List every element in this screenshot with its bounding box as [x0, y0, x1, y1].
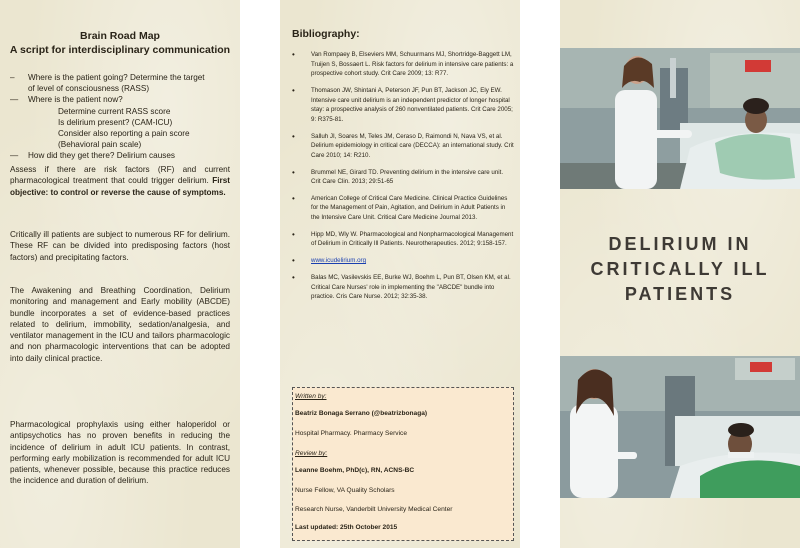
icu-photo-bottom [560, 356, 800, 498]
bibliography-list [292, 50, 514, 309]
author-name: Beatriz Bonaga Serrano (@beatrizbonaga) [295, 410, 428, 417]
roadmap-subline: Determine current RASS score [58, 106, 171, 116]
reference-item: • Thomason JW, Shintani A, Peterson JF, Pun BT, Jackson JC, Ely EW. Intensive care unit delirium is an independent predictor of longer hospital stay: a prospective analysis of 260 nonventilated patients. Crit Care 2005; 9: R375-81. [292, 85, 513, 123]
roadmap-subtitle: A script for interdisciplinary communication [9, 44, 231, 56]
roadmap-line: — How did they get there? Delirium causes [10, 151, 175, 161]
first-objective: First objective: to control or reverse the cause of symptoms. [10, 176, 230, 197]
bibliography-title: Bibliography: [292, 28, 360, 40]
reference-item: • Van Rompaey B, Elseviers MM, Schuurmans MJ, Shortridge-Baggett LM, Truijen S, Bossaert L. Risk factors for delirium in intensive care patients: a prospective cohort study. Crit Care 2009; 13: R77. [292, 50, 514, 78]
roadmap-title: Brain Road Map [80, 30, 160, 42]
brochure-title: DELIRIUM IN CRITICALLY ILL PATIENTS [590, 234, 770, 304]
reference-item: • Brummel NE, Girard TD. Preventing delirium in the intensive care unit. Crit Care Clin. 2013; 29:51-65 [292, 167, 504, 186]
right-panel [560, 0, 800, 548]
last-updated: Last updated: 25th October 2015 [295, 524, 398, 531]
reference-item: • American College of Critical Care Medicine. Clinical Practice Guidelines for the Management of Pain, Agitation, and Delirium in Adult Patients in the Intensive Care Unit. Critical Care Medicine Journal 2013. [292, 193, 508, 222]
reference-item: • www.icudelirium.org [292, 256, 367, 266]
roadmap-line: – Where is the patient going? Determine the target [10, 73, 205, 82]
risk-factors-paragraph: Critically ill patients are subject to numerous RF for delirium. These RF can be divided into predisposing factors (host factors) and precipitating factors. [10, 230, 230, 262]
reference-item: • Salluh JI, Soares M, Teles JM, Ceraso D, Raimondi N, Nava VS, et al. Delirium epidemiology in critical care (DECCA): an international study. Crit Care 2010; 14: R210. [292, 131, 514, 159]
roadmap-subline: (Behavioral pain scale) [58, 140, 142, 150]
reviewer-role-1: Nurse Fellow, VA Quality Scholars [295, 487, 395, 494]
reference-item: • Balas MC, Vasilevskis EE, Burke WJ, Boehm L, Pun BT, Olsen KM, et al. Critical Care Nurses' role in implementing the "ABCDE" bundle into practice. Cris Care Nurse. 2012; 32:35-38. [292, 273, 511, 301]
roadmap-subline: Is delirium present? (CAM-ICU) [58, 117, 173, 127]
roadmap-line: — Where is the patient now? [10, 95, 123, 105]
icu-photo-top [560, 48, 800, 189]
written-by-label: Written by: [295, 393, 327, 400]
author-department: Hospital Pharmacy. Pharmacy Service [295, 430, 408, 437]
risk-factor-paragraph: Assess if there are risk factors (RF) and current pharmacological treatment that could trigger delirium. First objective: to control or reverse the cause of symptoms. [10, 165, 230, 197]
roadmap-list [10, 72, 232, 162]
middle-panel [280, 0, 520, 548]
prophylaxis-paragraph: Pharmacological prophylaxis using either haloperidol or antipsychotics has no proven benefits in reducing the incidence of delirium in adult ICU patients. In contrast, performing early mobilization is recommended for adult ICU patients, whenever possible, because this practice reduces the incidence and duration of delirium. [10, 420, 230, 486]
reviewer-role-2: Research Nurse, Vanderbilt University Medical Center [295, 506, 453, 513]
reference-item: • Hipp MD, Wly W. Pharmacological and Nonpharmacological Management of Delirium in Critically Ill Patients. Neurotherapeutics. 2012; 9:158-157. [292, 229, 514, 248]
review-by-label: Review by: [295, 450, 328, 457]
left-panel [0, 0, 240, 548]
roadmap-subline: Consider also reporting a pain score [58, 129, 190, 139]
credits-box [292, 387, 514, 541]
abcde-paragraph: The Awakening and Breathing Coordination, Delirium monitoring and management and Early mobility (ABCDE) bundle incorporates a set of evidence-based practices related to delirium, immobility, sedation/analgesia, and ventilator management in the ICU and tailors pharmacologic and non pharmacologic interventions that can be adopted into daily clinical practice. [10, 286, 230, 363]
roadmap-line: of level of consciousness (RASS) [28, 84, 150, 94]
reviewer-name: Leanne Boehm, PhD(c), RN, ACNS-BC [295, 467, 415, 474]
icudelirium-link[interactable]: www.icudelirium.org [311, 257, 367, 265]
